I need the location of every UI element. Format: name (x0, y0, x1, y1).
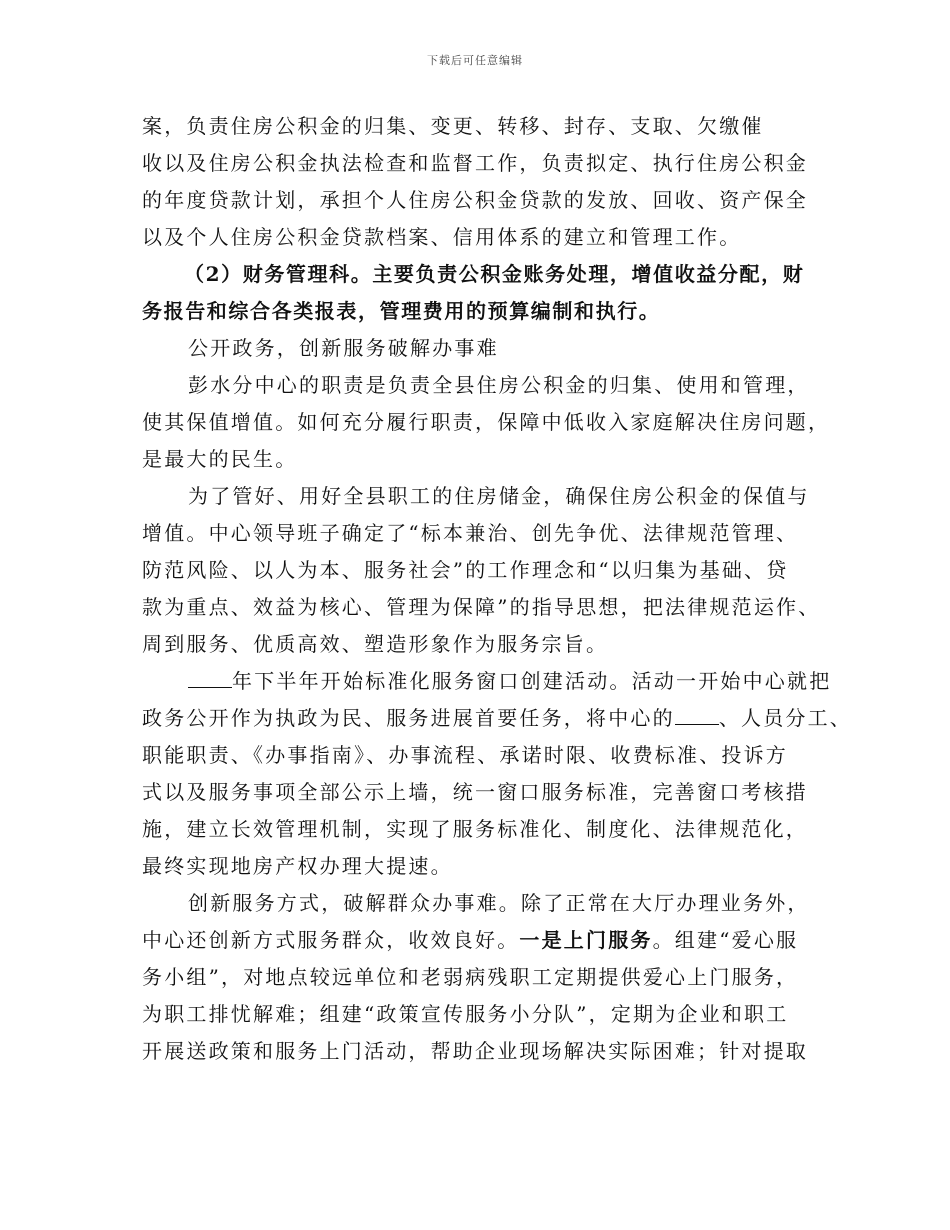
paragraph-line: 最终实现地房产权办理大提速。 (142, 854, 453, 878)
paragraph-line: 使其保值增值。如何充分履行职责，保障中低收入家庭解决住房问题， (142, 410, 831, 434)
line-text: 政务公开作为执政为民、服务进展首要任务，将中心的 (142, 706, 675, 730)
paragraph-line: 是最大的民生。 (142, 447, 298, 471)
section-heading: 公开政务，创新服务破解办事难 (188, 336, 499, 360)
bold-inline-text: 一是上门服务 (519, 928, 653, 952)
paragraph-line: 款为重点、效益为核心、管理为保障”的指导思想，把法律规范运作、 (142, 595, 821, 619)
document-body (142, 108, 853, 1070)
line-text: 年下半年开始标准化服务窗口创建活动。活动一开始中心就把 (232, 669, 832, 693)
bold-paragraph-line: （2）财务管理科。主要负责公积金账务处理，增值收益分配，财 (184, 262, 805, 286)
line-text: 中心还创新方式服务群众，收效良好。 (142, 928, 520, 952)
paragraph-line: 彭水分中心的职责是负责全县住房公积金的归集、使用和管理， (188, 373, 810, 397)
paragraph-line: 以及个人住房公积金贷款档案、信用体系的建立和管理工作。 (142, 225, 742, 249)
blank-underline (675, 702, 719, 725)
paragraph-line (142, 663, 832, 700)
paragraph-line: 开展送政策和服务上门活动，帮助企业现场解决实际困难；针对提取 (142, 1039, 808, 1063)
paragraph-line: 创新服务方式，破解群众办事难。除了正常在大厅办理业务外， (188, 891, 810, 915)
paragraph-line: 职能职责、《办事指南》、办事流程、承诺时限、收费标准、投诉方 (142, 743, 788, 767)
paragraph-line: 为了管好、用好全县职工的住房储金，确保住房公积金的保值与 (188, 484, 810, 508)
paragraph-line: 为职工排忧解难；组建“政策宣传服务小分队”，定期为企业和职工 (142, 1002, 789, 1026)
paragraph-line (142, 700, 853, 737)
paragraph-line: 周到服务、优质高效、塑造形象作为服务宗旨。 (142, 632, 609, 656)
bold-paragraph-line: 务报告和综合各类报表，管理费用的预算编制和执行。 (142, 299, 661, 323)
paragraph-line: 案，负责住房公积金的归集、变更、转移、封存、支取、欠缴催 (142, 114, 764, 138)
blank-underline (188, 665, 232, 688)
line-text: 。组建“爱心服 (652, 928, 799, 952)
paragraph-line: 增值。中心领导班子确定了“标本兼治、创先争优、法律规范管理、 (142, 521, 799, 545)
paragraph-line (142, 922, 822, 959)
paragraph-line: 的年度贷款计划，承担个人住房公积金贷款的发放、回收、资产保全 (142, 188, 808, 212)
paragraph-line: 务小组”，对地点较远单位和老弱病残职工定期提供爱心上门服务， (142, 965, 799, 989)
paragraph-line: 收以及住房公积金执法检查和监督工作，负责拟定、执行住房公积金 (142, 151, 808, 175)
paragraph-line: 式以及服务事项全部公示上墙，统一窗口服务标准，完善窗口考核措 (142, 780, 808, 804)
paragraph-line: 防范风险、以人为本、服务社会”的工作理念和“以归集为基础、贷 (142, 558, 789, 582)
page-header: 下载后可任意编辑 (427, 54, 523, 67)
paragraph-line: 施，建立长效管理机制，实现了服务标准化、制度化、法律规范化， (142, 817, 808, 841)
line-text: 、人员分工、 (718, 706, 853, 730)
